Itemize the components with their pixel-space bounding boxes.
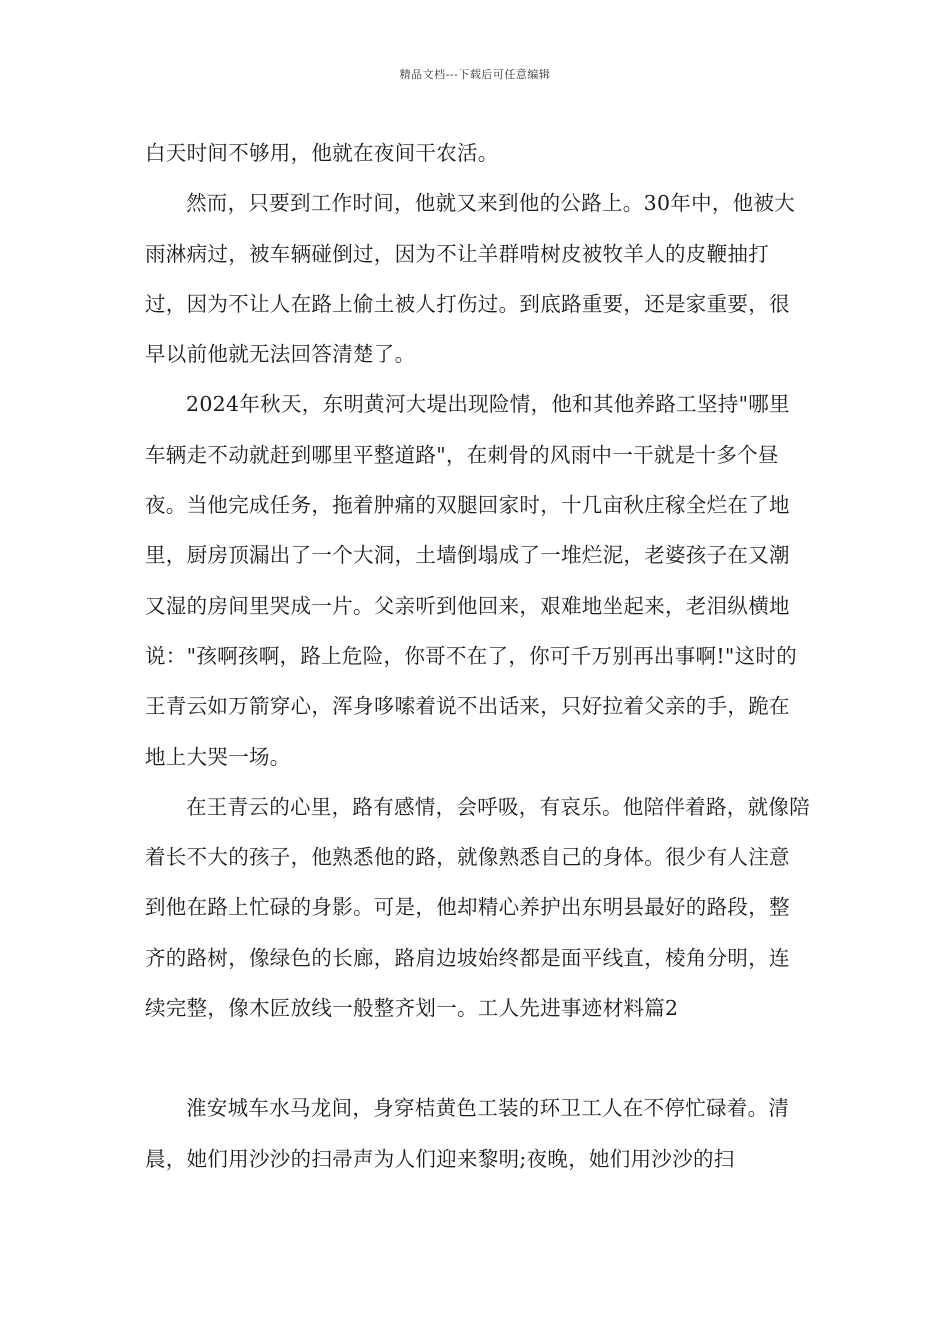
document-body xyxy=(145,128,810,1184)
paragraph-2: 然而，只要到工作时间，他就又来到他的公路上。30年中，他被大雨淋病过，被车辆碰倒过，因为不让羊群啃树皮被牧羊人的皮鞭抽打过，因为不让人在路上偷土被人打伤过。到底路重要，还是家重要，很早以前他就无法回答清楚了。 xyxy=(145,191,796,367)
paragraph-5: 淮安城车水马龙间，身穿桔黄色工装的环卫工人在不停忙碌着。清晨，她们用沙沙的扫帚声为人们迎来黎明;夜晚，她们用沙沙的扫 xyxy=(145,1096,790,1171)
page-header: 精品文档---下载后可任意编辑 xyxy=(399,68,551,81)
paragraph-1: 白天时间不够用，他就在夜间干农活。 xyxy=(145,141,499,165)
paragraph-3: 2024年秋天，东明黄河大堤出现险情，他和其他养路工坚持"哪里车辆走不动就赶到哪里平整道路"，在刺骨的风雨中一干就是十多个昼夜。当他完成任务，拖着肿痛的双腿回家时，十几亩秋庄稼全烂在了地里，厨房顶漏出了一个大洞，土墙倒塌成了一堆烂泥，老婆孩子在又潮又湿的房间里哭成一片。父亲听到他回来，艰难地坐起来，老泪纵横地说："孩啊孩啊，路上危险，你哥不在了，你可千万别再出事啊!"这时的王青云如万箭穿心，浑身哆嗦着说不出话来，只好拉着父亲的手，跪在地上大哭一场。 xyxy=(145,392,797,769)
paragraph-4: 在王青云的心里，路有感情，会呼吸，有哀乐。他陪伴着路，就像陪着长不大的孩子，他熟悉他的路，就像熟悉自己的身体。很少有人注意到他在路上忙碌的身影。可是，他却精心养护出东明县最好的路段，整齐的路树，像绿色的长廊，路肩边坡始终都是面平线直，棱角分明，连续完整，像木匠放线一般整齐划一。工人先进事迹材料篇2 xyxy=(145,794,810,1021)
